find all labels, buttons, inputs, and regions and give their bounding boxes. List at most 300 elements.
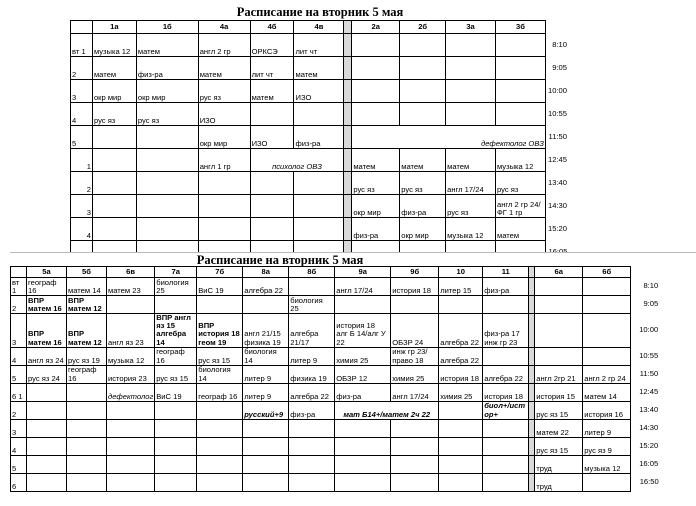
lesson-cell — [136, 218, 198, 241]
header-row — [11, 267, 661, 278]
time-cell: 11:50 — [639, 369, 659, 379]
lesson-cell — [243, 473, 289, 491]
lesson-cell — [250, 103, 294, 126]
lesson-cell: англ 2 гр — [198, 34, 250, 57]
period-label: 5 — [11, 365, 27, 383]
lesson-cell — [391, 419, 439, 437]
separator-cell — [344, 126, 352, 149]
lesson-cell: рус яз 24 — [27, 365, 67, 383]
lesson-cell — [250, 195, 294, 218]
lesson-cell: труд — [535, 455, 583, 473]
header-cell: 1б — [136, 21, 198, 34]
lesson-cell — [136, 149, 198, 172]
header-cell: 2а — [352, 21, 400, 34]
lesson-cell — [197, 437, 243, 455]
page-title: Расписание на вторник 5 мая — [236, 5, 404, 19]
lesson-cell: физ-ра — [136, 57, 198, 80]
lesson-cell — [439, 473, 483, 491]
lesson-cell — [289, 437, 335, 455]
vpr-english: ВПР англ яз 15 — [156, 313, 191, 331]
time-cell: 8:10 — [552, 39, 567, 49]
lesson-cell — [483, 314, 529, 348]
time-header — [631, 267, 661, 278]
lesson-cell: рус яз — [496, 172, 546, 195]
lesson-cell — [483, 455, 529, 473]
lesson-cell — [92, 172, 136, 195]
lesson-cell — [352, 57, 400, 80]
separator-cell — [344, 218, 352, 241]
lesson-cell: труд — [535, 473, 583, 491]
lesson-cell: рус яз — [92, 103, 136, 126]
header-cell: 11 — [483, 267, 529, 278]
lesson-cell — [335, 296, 391, 314]
lesson-cell — [483, 437, 529, 455]
table-row — [11, 365, 661, 383]
table-row — [11, 383, 661, 401]
period-label: 5 — [11, 455, 27, 473]
lesson-cell: матем — [400, 149, 446, 172]
lesson-cell: англ 17/24 — [391, 383, 439, 401]
lesson-cell: ИЗО — [250, 126, 294, 149]
day-label: вт — [12, 277, 20, 287]
lesson-cell: матем — [250, 80, 294, 103]
lesson-cell: матем 23 — [107, 278, 155, 296]
schedule-sheet-bottom — [10, 252, 696, 506]
lesson-cell — [92, 218, 136, 241]
lesson-cell — [92, 149, 136, 172]
lesson-cell: рус яз — [446, 195, 496, 218]
schedule-table-bottom — [10, 266, 661, 492]
lesson-cell — [27, 437, 67, 455]
header-cell: 8а — [243, 267, 289, 278]
lesson-cell: химия 25 — [391, 365, 439, 383]
header-cell — [11, 267, 27, 278]
lesson-cell: алгебра 21/17 — [289, 314, 335, 348]
lesson-cell — [67, 473, 107, 491]
lesson-cell: алгебра 22 — [243, 278, 289, 296]
lesson-cell: лит чт — [294, 34, 344, 57]
lesson-cell — [107, 473, 155, 491]
lesson-cell: лит чт — [250, 57, 294, 80]
lesson-cell — [243, 314, 289, 348]
lesson-cell — [107, 296, 155, 314]
table-row — [11, 296, 661, 314]
lesson-cell: музыка 12 — [92, 34, 136, 57]
lesson-cell — [400, 80, 446, 103]
lesson-cell — [400, 57, 446, 80]
lesson-cell — [155, 314, 197, 348]
lesson-cell — [335, 473, 391, 491]
period-label: 2 — [11, 401, 27, 419]
header-cell: 6б — [583, 267, 631, 278]
lesson-cell — [335, 437, 391, 455]
lesson-cell — [294, 103, 344, 126]
lesson-cell: литер 9 — [243, 365, 289, 383]
lesson-cell: алгебра 22 — [439, 314, 483, 348]
lesson-cell — [483, 419, 529, 437]
lesson-cell — [197, 401, 243, 419]
lesson-cell — [439, 455, 483, 473]
lesson-cell — [107, 455, 155, 473]
lesson-cell — [155, 473, 197, 491]
lesson-cell: англ яз 24 — [27, 347, 67, 365]
lesson-cell — [496, 80, 546, 103]
time-cell: 9:05 — [552, 62, 567, 72]
lesson-cell: биол+/ист ор+ — [483, 401, 529, 419]
lesson-cell — [67, 419, 107, 437]
header-cell: 3а — [446, 21, 496, 34]
lesson-cell — [27, 383, 67, 401]
lesson-cell: история 18 — [391, 278, 439, 296]
period-label: 6 1 — [11, 383, 27, 401]
lesson-cell — [294, 195, 344, 218]
lesson-cell — [27, 473, 67, 491]
lesson-cell — [107, 401, 155, 419]
lesson-cell — [67, 401, 107, 419]
time-cell: 13:40 — [639, 405, 659, 415]
lesson-cell — [583, 296, 631, 314]
lesson-cell: ВПР матем 12 — [67, 296, 107, 314]
time-cell: 12:45 — [639, 387, 659, 397]
table-row — [71, 126, 570, 149]
lesson-cell: англ 2 гр 24 — [583, 365, 631, 383]
lesson-cell — [583, 278, 631, 296]
lesson-cell: ОРКСЭ — [250, 34, 294, 57]
header-cell: 5а — [27, 267, 67, 278]
header-cell: 1а — [92, 21, 136, 34]
header-row — [71, 21, 570, 34]
lesson-cell: история 18 — [483, 383, 529, 401]
period-label: 5 — [71, 126, 93, 149]
lesson-cell: физ-ра — [400, 195, 446, 218]
note-defectologist: дефектолог ОВЗ — [352, 126, 546, 149]
engineering-graphics: инж гр 23 — [484, 337, 518, 347]
lesson-cell: история 16 — [583, 401, 631, 419]
lesson-cell — [583, 314, 631, 348]
schedule-sheet-top — [70, 0, 570, 252]
time-cell: 14:30 — [547, 200, 567, 210]
header-cell: 4а — [198, 21, 250, 34]
lesson-cell: рус яз 9 — [583, 437, 631, 455]
separator-cell — [344, 195, 352, 218]
period-label: 3 — [11, 419, 27, 437]
time-cell: 14:30 — [639, 423, 659, 433]
lesson-cell — [197, 296, 243, 314]
lesson-cell: географ 16 — [155, 347, 197, 365]
lesson-cell — [197, 455, 243, 473]
lesson-cell: алгебра 22 — [483, 365, 529, 383]
lesson-cell — [250, 218, 294, 241]
lesson-cell — [67, 383, 107, 401]
header-cell: 4в — [294, 21, 344, 34]
lesson-cell: физ-ра — [335, 383, 391, 401]
lesson-cell: химия 25 — [439, 383, 483, 401]
lesson-cell — [335, 455, 391, 473]
period-label: вт 1 — [71, 34, 93, 57]
lesson-cell: ВиС 19 — [197, 278, 243, 296]
time-cell: 15:20 — [639, 441, 659, 451]
lesson-cell — [535, 314, 583, 348]
lesson-cell: ВПР матем 16 — [27, 314, 67, 348]
table-row — [71, 103, 570, 126]
table-row — [11, 314, 661, 348]
lesson-cell — [446, 103, 496, 126]
lesson-cell — [400, 103, 446, 126]
lesson-cell: дефектолог — [107, 383, 155, 401]
table-row — [71, 34, 570, 57]
lesson-cell: матем — [294, 57, 344, 80]
period-label: 2 — [11, 296, 27, 314]
table-row — [71, 218, 570, 241]
table-row — [11, 419, 661, 437]
lesson-cell — [289, 473, 335, 491]
table-row — [11, 347, 661, 365]
lesson-cell: биология 25 — [155, 278, 197, 296]
header-cell: 5б — [67, 267, 107, 278]
period-label: 3 — [11, 314, 27, 348]
lesson-cell — [352, 80, 400, 103]
lesson-cell: музыка 12 — [583, 455, 631, 473]
table-row — [11, 278, 661, 296]
lesson-cell: рус яз — [352, 172, 400, 195]
period-label — [11, 278, 27, 296]
lesson-cell: матем 14 — [583, 383, 631, 401]
algebra-split: алг Б 14/алг У 22 — [336, 329, 386, 347]
time-cell: 10:55 — [547, 108, 567, 118]
period-label: 4 — [71, 218, 93, 241]
period-label: 4 — [11, 437, 27, 455]
lesson-cell — [243, 419, 289, 437]
lesson-cell — [155, 455, 197, 473]
lesson-cell: музыка 12 — [496, 149, 546, 172]
lesson-cell: географ 16 — [67, 365, 107, 383]
header-cell: 8б — [289, 267, 335, 278]
header-cell: 3б — [496, 21, 546, 34]
lesson-cell — [391, 296, 439, 314]
lesson-cell: ВПР матем 12 — [67, 314, 107, 348]
lesson-cell: рус яз 15 — [155, 365, 197, 383]
lesson-cell: рус яз 15 — [535, 401, 583, 419]
separator-cell — [344, 149, 352, 172]
lesson-cell — [483, 296, 529, 314]
lesson-cell: ВПР матем 16 — [27, 296, 67, 314]
lesson-cell: окр мир — [136, 80, 198, 103]
time-cell: 15:20 — [547, 223, 567, 233]
lesson-cell: ОБЗР 12 — [335, 365, 391, 383]
lesson-cell — [92, 195, 136, 218]
lesson-cell: англ 17/24 — [335, 278, 391, 296]
lesson-cell: матем — [352, 149, 400, 172]
lesson-cell — [27, 401, 67, 419]
lesson-cell — [289, 455, 335, 473]
pe-11: физ-ра 17 — [484, 329, 520, 339]
period-label: 1 — [71, 149, 93, 172]
lesson-cell: матем — [92, 57, 136, 80]
period-label: 2 — [71, 172, 93, 195]
lesson-cell: биология 25 — [289, 296, 335, 314]
table-row — [11, 437, 661, 455]
lesson-cell: матем — [136, 34, 198, 57]
lesson-cell: история 18 — [439, 365, 483, 383]
time-cell: 8:10 — [643, 281, 659, 291]
lesson-cell: англ 1 гр — [198, 149, 250, 172]
header-cell: 10 — [439, 267, 483, 278]
lesson-cell — [136, 126, 198, 149]
lesson-cell: литер 9 — [243, 383, 289, 401]
lesson-cell: инж гр 23/ право 18 — [391, 347, 439, 365]
lesson-cell — [446, 80, 496, 103]
lesson-cell: географ 16 — [197, 383, 243, 401]
lesson-cell — [289, 419, 335, 437]
lesson-cell — [535, 296, 583, 314]
period-label: 3 — [71, 195, 93, 218]
lesson-cell — [483, 473, 529, 491]
lesson-cell: матем 14 — [67, 278, 107, 296]
table-row — [71, 149, 570, 172]
header-cell: 9а — [335, 267, 391, 278]
lesson-cell: физ-ра — [289, 401, 335, 419]
lesson-cell: алгебра 22 — [439, 347, 483, 365]
lesson-cell — [289, 278, 335, 296]
algebra-7a: алгебра 14 — [156, 329, 187, 347]
lesson-cell: физика 19 — [289, 365, 335, 383]
time-cell: 10:00 — [547, 85, 567, 95]
lesson-cell: англ 2гр 21 — [535, 365, 583, 383]
lesson-cell — [446, 34, 496, 57]
lesson-cell — [198, 195, 250, 218]
lesson-cell — [27, 419, 67, 437]
lesson-cell: история 23 — [107, 365, 155, 383]
lesson-cell — [294, 218, 344, 241]
geometry-7b: геом 19 — [198, 337, 227, 347]
lesson-cell — [496, 103, 546, 126]
lesson-cell: физ-ра — [483, 278, 529, 296]
time-cell: 11:50 — [548, 131, 567, 141]
table-row — [71, 172, 570, 195]
lesson-cell: рус яз 15 — [197, 347, 243, 365]
time-cell: 10:00 — [639, 325, 659, 335]
lesson-cell: англ яз 23 — [107, 314, 155, 348]
lesson-cell — [198, 218, 250, 241]
lesson-cell — [243, 296, 289, 314]
table-row — [71, 57, 570, 80]
lesson-cell — [439, 437, 483, 455]
lesson-cell — [400, 34, 446, 57]
english-8a: англ 21/15 — [244, 329, 281, 339]
time-cell: 9:05 — [643, 299, 659, 309]
lesson-cell — [92, 126, 136, 149]
lesson-cell — [250, 172, 294, 195]
lesson-cell: литер 15 — [439, 278, 483, 296]
time-cell: 16:50 — [639, 477, 659, 487]
history-9a: история 18 — [336, 321, 376, 331]
lesson-cell: биология 14 — [243, 347, 289, 365]
lesson-cell: ИЗО — [294, 80, 344, 103]
period-label: 4 — [71, 103, 93, 126]
lesson-cell: мат Б14+/матем 2ч 22 — [335, 401, 439, 419]
separator-cell — [344, 57, 352, 80]
lesson-cell — [391, 437, 439, 455]
lesson-cell — [155, 437, 197, 455]
lesson-cell — [155, 296, 197, 314]
lesson-cell: литер 9 — [583, 419, 631, 437]
lesson-cell — [446, 57, 496, 80]
lesson-cell: рус яз 19 — [67, 347, 107, 365]
separator-cell — [344, 80, 352, 103]
lesson-cell — [27, 455, 67, 473]
lesson-cell: географ 16 — [27, 278, 67, 296]
lesson-cell — [136, 172, 198, 195]
lesson-cell — [136, 195, 198, 218]
separator-cell — [344, 103, 352, 126]
lesson-cell — [107, 419, 155, 437]
lesson-cell — [197, 473, 243, 491]
lesson-cell — [583, 473, 631, 491]
lesson-cell — [335, 314, 391, 348]
vpr-history: ВПР история 18 — [198, 321, 240, 339]
lesson-cell — [535, 278, 583, 296]
lesson-cell: химия 25 — [335, 347, 391, 365]
header-cell: 6а — [535, 267, 583, 278]
separator-cell — [344, 21, 352, 34]
lesson-cell: матем — [496, 218, 546, 241]
lesson-cell: матем — [198, 57, 250, 80]
separator-cell — [344, 34, 352, 57]
lesson-cell — [483, 347, 529, 365]
lesson-cell: физ-ра — [294, 126, 344, 149]
period-number: 1 — [12, 285, 17, 295]
lesson-cell: музыка 12 — [107, 347, 155, 365]
lesson-cell — [391, 455, 439, 473]
lesson-cell — [439, 419, 483, 437]
lesson-cell — [439, 401, 483, 419]
lesson-cell — [439, 296, 483, 314]
table-row — [11, 473, 661, 491]
lesson-cell — [198, 172, 250, 195]
lesson-cell: окр мир — [352, 195, 400, 218]
lesson-cell: музыка 12 — [446, 218, 496, 241]
lesson-cell: алгебра 22 — [289, 383, 335, 401]
lesson-cell: литер 9 — [289, 347, 335, 365]
lesson-cell: матем — [446, 149, 496, 172]
page-title: Расписание на вторник 5 мая — [196, 253, 364, 267]
lesson-cell: матем 22 — [535, 419, 583, 437]
table-row — [71, 80, 570, 103]
table-row — [11, 455, 661, 473]
lesson-cell — [294, 172, 344, 195]
lesson-cell — [352, 103, 400, 126]
lesson-cell: ВиС 19 — [155, 383, 197, 401]
lesson-cell — [391, 473, 439, 491]
lesson-cell: ИЗО — [198, 103, 250, 126]
header-cell: 4б — [250, 21, 294, 34]
lesson-cell: физ-ра — [352, 218, 400, 241]
time-header — [545, 21, 569, 34]
period-label: 3 — [71, 80, 93, 103]
lesson-cell: рус яз 15 — [535, 437, 583, 455]
time-cell: 13:40 — [547, 177, 567, 187]
lesson-cell: рус яз — [400, 172, 446, 195]
lesson-cell — [107, 437, 155, 455]
lesson-cell — [335, 419, 391, 437]
lesson-cell — [155, 419, 197, 437]
lesson-cell: англ 17/24 — [446, 172, 496, 195]
lesson-cell — [67, 455, 107, 473]
lesson-cell: окр мир — [92, 80, 136, 103]
header-cell: 2б — [400, 21, 446, 34]
separator-cell — [344, 172, 352, 195]
header-cell: 9б — [391, 267, 439, 278]
